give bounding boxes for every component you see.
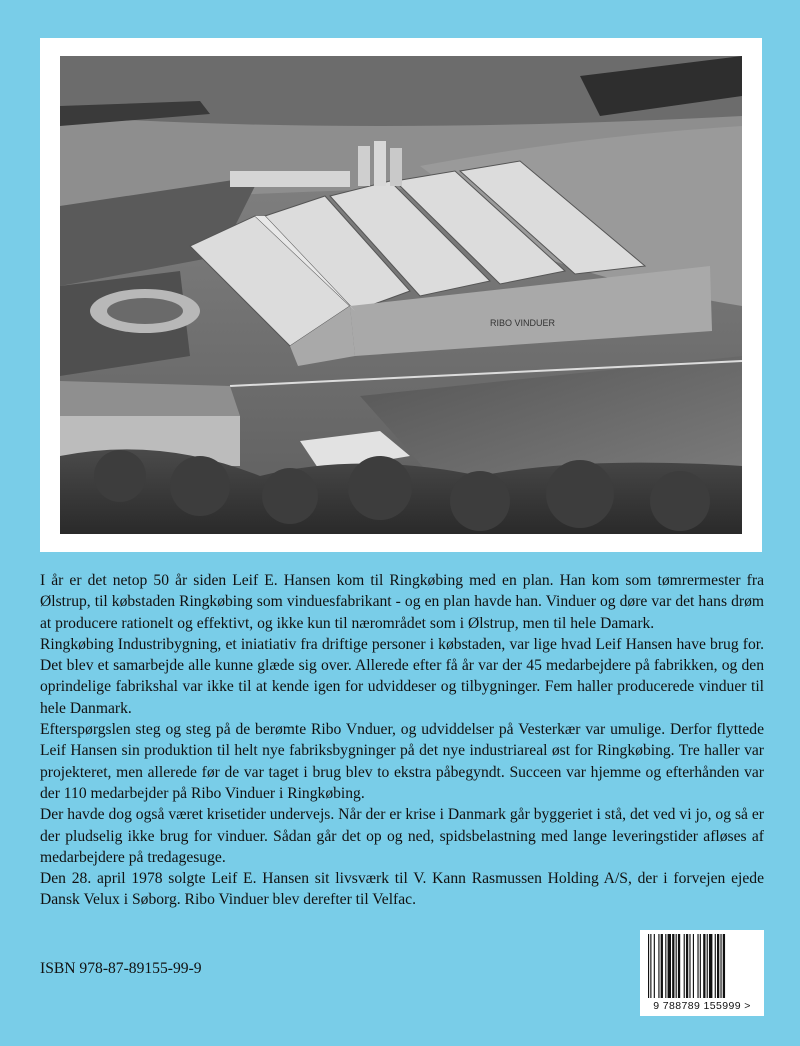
- building-sign: RIBO VINDUER: [490, 318, 556, 328]
- barcode-bars: [646, 934, 758, 1000]
- barcode-bar: [693, 934, 694, 998]
- barcode-bar: [650, 934, 651, 998]
- paragraph-3: Efterspørgslen steg og steg på de berømte Ribo Vnduer, og udviddelser på Vesterkær var umulige. Derfor flyttede Leif Hansen sin produktion til helt nye fabriksbygninger på det nye industriareal øst for Ringkøbing. Tre haller var projekteret, men allerede før de var taget i brug blev to ekstra påbegyndt. Succeen var hjemme og efterhånden var der 110 medarbejder på Ribo Vinduer i Ringkøbing.: [40, 721, 764, 802]
- body-text: [40, 570, 764, 911]
- barcode-bar: [654, 934, 655, 998]
- barcode-bar: [723, 934, 725, 998]
- paragraph-1: I år er det netop 50 år siden Leif E. Hansen kom til Ringkøbing med en plan. Han kom som tømrermester fra Ølstrup, til købstaden Ringkøbing som vinduesfabrikant - og en plan havde han. Vinduer og døre var det hans drøm at producere rationelt og effektivt, og ikke kun til nærområdet som i Ølstrup, men til hele Damark.: [40, 572, 764, 632]
- barcode-digits: 9 788789 155999 >: [653, 1000, 751, 1012]
- barcode-bar: [672, 934, 674, 998]
- barcode-bar: [700, 934, 701, 998]
- barcode-bar: [686, 934, 688, 998]
- barcode-bar: [665, 934, 666, 998]
- barcode-bar: [707, 934, 708, 998]
- barcode-bar: [684, 934, 685, 998]
- photo-frame: [40, 38, 762, 552]
- paragraph-4: Der havde dog også været krisetider undervejs. Når der er krise i Danmark går byggeriet i stå, det ved vi jo, og så er der pludselig ikke brug for vinduer. Sådan går det op og ned, spidsbelastning med lange leveringstider afløses af medarbejdere på tredagesuge.: [40, 806, 764, 866]
- barcode-bar: [678, 934, 680, 998]
- barcode-bar: [720, 934, 721, 998]
- barcode-bar: [676, 934, 677, 998]
- barcode-bar: [717, 934, 719, 998]
- barcode-bar: [703, 934, 705, 998]
- barcode: [640, 930, 764, 1016]
- barcode-bar: [648, 934, 649, 998]
- paragraph-5: Den 28. april 1978 solgte Leif E. Hansen sit livsværk til V. Kann Rasmussen Holding A/S, der i forvejen ejede Dansk Velux i Søborg. Ribo Vinduer blev derefter til Velfac.: [40, 870, 764, 909]
- barcode-bar: [668, 934, 671, 998]
- barcode-bar: [689, 934, 690, 998]
- paragraph-2: Ringkøbing Industribygning, et iniatiativ fra driftige personer i købstaden, var lige hvad Leif Hansen have brug for. Det blev et samarbejde alle kunne glæde sig over. Allerede efter få år var der 45 medarbejdere på fabrikken, og den oprindelige fabrikshal var ikke til at kende igen for udviddeser og tilbygninger. Fem haller producerede vinduer til hele Danmark.: [40, 635, 764, 717]
- barcode-bar: [658, 934, 659, 998]
- isbn-label: ISBN 978-87-89155-99-9: [40, 960, 202, 977]
- barcode-bar: [697, 934, 698, 998]
- aerial-factory-photo: [60, 56, 742, 534]
- barcode-bar: [709, 934, 712, 998]
- barcode-bar: [661, 934, 663, 998]
- barcode-bar: [715, 934, 716, 998]
